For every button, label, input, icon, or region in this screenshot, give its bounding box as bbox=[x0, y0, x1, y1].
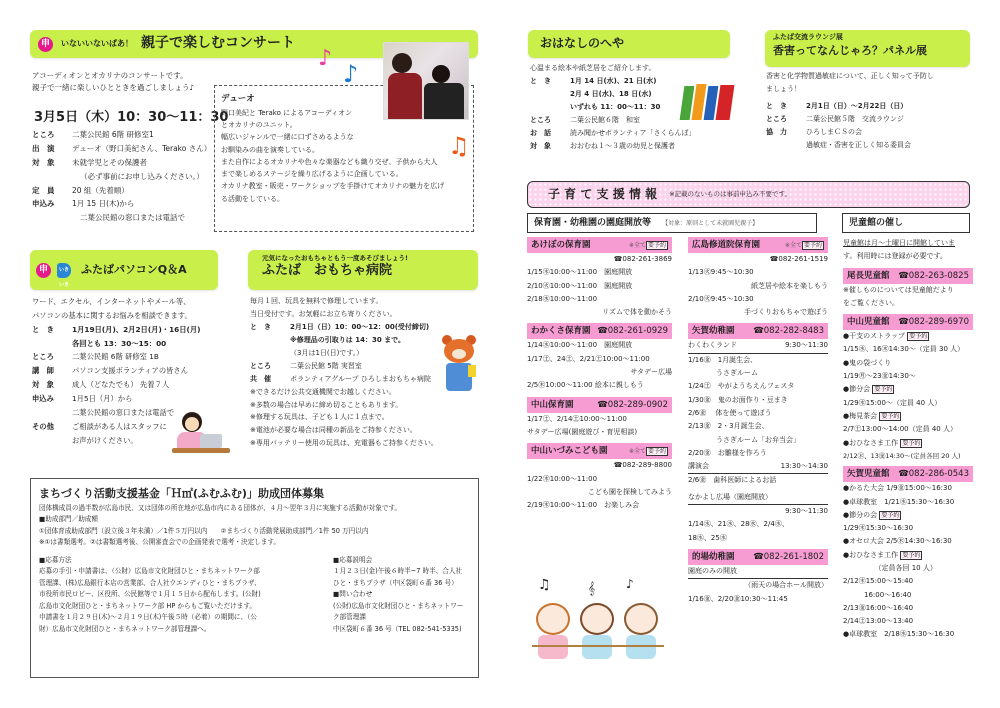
pc-details-2-label: ところ bbox=[32, 352, 54, 362]
pc-details-5-label: 申込み bbox=[32, 394, 54, 404]
toy-intro-0: 毎月１回、玩具を無料で修理しています。 bbox=[250, 297, 383, 305]
kosodate-yoyaku: 要予約 bbox=[881, 412, 900, 420]
story-details-2-label bbox=[530, 101, 564, 114]
concert-details-2-label: 対 象 bbox=[32, 157, 55, 167]
toy-details-4-value: ボランティアグループ ひろしまおもちゃ病院 bbox=[290, 374, 431, 383]
kosodate-all_label: ※全て bbox=[628, 448, 646, 456]
kosodate-col1-1-name: わかくさ保育園 bbox=[531, 326, 591, 337]
fund-contact_lines-2: 中区袋町６番 36 号（TEL 082-541-5335) bbox=[333, 624, 462, 633]
pc-details-5-value: 1月5日（月）から bbox=[72, 394, 133, 404]
concert-details-0-label: ところ bbox=[32, 130, 55, 139]
concert-details-4-label: 定 員 bbox=[32, 185, 55, 195]
kosodate-jidokan-centers-1-items-2-text: ●鬼の袋づくり bbox=[843, 358, 892, 367]
toy-notes-3: ※電池が必要な場合は同種の新品をご持参ください。 bbox=[250, 426, 417, 435]
kosodate-col2-0-name: 広島修道院保育園 bbox=[692, 239, 761, 250]
fund-apply_lines-5: 財）広島市文化財団ひと・まちネットワーク部管理課へ。 bbox=[39, 624, 211, 633]
kosodate-col1-3-lines-1: こども園を探検してみよう bbox=[574, 487, 672, 496]
bear-doctor-illustration bbox=[440, 335, 480, 395]
kosodate-col1-1-lines-3: 2/5㊍10:00～11:00 絵本に親しもう bbox=[527, 381, 644, 390]
story-details-1-label bbox=[530, 88, 564, 101]
story-details-4-value: 読み聞かせボランティア「さくらんぼ」 bbox=[570, 128, 696, 137]
story-details-0-value: 1月 14 日(水)、21 日(水) bbox=[570, 76, 657, 85]
fund-apply_lines-3: 広島市文化財団ひと・まちネットワーク部 HP からもご覧いただけます。 bbox=[39, 601, 257, 610]
concert-profile-lines-4: また自作によるオカリナや色々な楽器なども織り交ぜ、子供から大人 bbox=[221, 157, 438, 166]
kosodate-col1-0-lines-3: リズムで体を動かそう bbox=[574, 308, 672, 317]
fund-apply_lines-0: 応募の手引・申請書は、（公財）広島市文化財団ひと・まちネットワーク部 bbox=[39, 567, 260, 576]
nursery-nakayama bbox=[527, 397, 672, 413]
kosodate-jidokan-intro-0: 児童館は月～土曜日に開館していま bbox=[843, 239, 955, 247]
pc-details-0-value: 1月19日(月)、2月2日(月)・16日(月) bbox=[72, 324, 201, 334]
toy-details-2-label bbox=[250, 347, 284, 360]
kosodate-col2-1-lines-3: 1/30㊎ 鬼のお面作り・豆まき bbox=[688, 395, 788, 404]
concert-date: 3月5日（木）10：30～11：30 bbox=[34, 110, 229, 125]
kosodate-jidokan-centers-2-items-5-text: ●おひなさま工作 bbox=[843, 550, 899, 559]
books-illustration bbox=[682, 82, 734, 120]
panel-intro-1: ましょう！ bbox=[766, 85, 801, 94]
jidokan-nakayama bbox=[843, 314, 973, 330]
kosodate-jidokan-centers-2-items-1-text: ●卓球教室 1/21㊌15:30～16:30 bbox=[843, 497, 955, 506]
nursery-nakayama-izumi bbox=[527, 443, 672, 459]
kosodate-col2-2-tel: ☎082-261-1802 bbox=[753, 551, 824, 562]
concert-details-1-value: デューオ（野口美紀さん、Terako さん） bbox=[72, 143, 212, 153]
pc-details-6-value: 二葉公民館の窓口または電話で bbox=[72, 407, 175, 417]
kosodate-col1-1-lines-0: 1/14㊌10:00～11:00 園庭開放 bbox=[527, 341, 633, 350]
toy-title: ふたば おもちゃ病院 bbox=[262, 263, 393, 279]
kosodate-col2-1-name: 矢賀幼稚園 bbox=[692, 326, 735, 337]
story-details-5-value: おおむね１～３歳の幼児と保護者 bbox=[570, 141, 675, 150]
nursery-akebono bbox=[527, 237, 672, 253]
kosodate-col1-0-name: あけぼの保育園 bbox=[531, 239, 591, 250]
panel-details-1-label: ところ bbox=[766, 114, 787, 123]
concert-kicker: いないいないばあ！ bbox=[61, 38, 133, 48]
story-details-2-value: いずれも 11：00～11：30 bbox=[570, 102, 661, 111]
concert-details-0-value: 二葉公民館 6階 研修室1 bbox=[72, 130, 154, 139]
pc-header bbox=[30, 250, 218, 290]
fund-session_lines-1: ひと・まちプラザ（中区袋町６番 36 号） bbox=[333, 578, 458, 587]
kosodate-jidokan-centers-1-items-4-text: ●節分会 bbox=[843, 385, 871, 394]
kosodate-col1-2-name: 中山保育園 bbox=[531, 399, 574, 410]
concert-profile-lines-5: まで楽しめるステージを繰り広げるように企画している。 bbox=[221, 170, 403, 179]
kosodate-yoyaku: 要予約 bbox=[881, 511, 900, 519]
fund-box bbox=[30, 478, 479, 678]
kosodate-jidokan-centers-0-name: 尾長児童館 bbox=[847, 270, 890, 281]
pc-details-7-label: その他 bbox=[32, 421, 54, 431]
nursery-shudoin bbox=[688, 237, 828, 253]
kosodate-col2-2-name: 的場幼稚園 bbox=[692, 551, 735, 562]
kosodate-nursery_target: 【対象：原則として未就園児親子】 bbox=[662, 220, 759, 227]
concert-profile-lines-0: 野口美紀と Terako によるアコーディオン bbox=[221, 108, 353, 117]
pc-details-4-label: 対 象 bbox=[32, 380, 54, 390]
kosodate-jidokan-centers-1-items-8-text: ●おひなさま工作 bbox=[843, 438, 899, 447]
fund-apply_lines-2: 市役所市民ロビー、区役所、公民館等で１月１５日から配布します。(公財) bbox=[39, 590, 261, 599]
toy-notes-0: ※できるだけ公共交通機関でお越しください。 bbox=[250, 387, 396, 396]
apply-badge-icon: 申 bbox=[36, 263, 51, 278]
kosodate-jidokan-head: 児童館の催し bbox=[849, 218, 904, 228]
panel-details-2-value: ひろしまＣＳの会 bbox=[806, 128, 862, 137]
concert-details-3-value: （必ず事前にお申し込みください。） bbox=[80, 171, 204, 181]
kosodate-jidokan-centers-2-items-10-text: 2/14㊏13:00～13:40 bbox=[843, 617, 914, 626]
kosodate-col1-0-lines-2: 2/18㊌10:00～11:00 bbox=[527, 294, 598, 303]
fund-intro: 団体構成員の過半数が広島市民、又は団体の所在地が広島市内にある団体が、４月～翌年３月に実施する活動が対象です。 bbox=[39, 503, 402, 512]
pc-details-4-value: 成人（どなたでも） 先着７人 bbox=[72, 380, 170, 390]
story-details-3-label: ところ bbox=[530, 115, 551, 124]
kosodate-all_label: ※全て bbox=[628, 241, 646, 249]
fund-apply_head: ■応募方法 bbox=[39, 555, 72, 564]
kosodate-col2-1-lines-2: 1/24㊏ やがようちえんフェスタ bbox=[688, 382, 795, 391]
pc-details-1-value: 各回とも 13：30～15：00 bbox=[72, 338, 167, 348]
kosodate-jidokan-centers-0-items-0-text: ※催しものについては児童館だより bbox=[843, 285, 954, 294]
kosodate-note: ※記載のないものは事前申込み不要です。 bbox=[669, 190, 792, 199]
kosodate-jidokan-centers-1-name: 中山児童館 bbox=[847, 317, 890, 328]
kosodate-jidokan-centers-1-items-1-text: 1/15㊌、16㊍14:30～（定員 30 人） bbox=[843, 345, 965, 354]
kosodate-col1-3-lines-2: 2/19㊍10:00～11:00 お楽しみ会 bbox=[527, 501, 640, 510]
kindergarten-yaga bbox=[688, 323, 828, 339]
children-singing-illustration: ♫ 𝄞 ♪ bbox=[528, 575, 668, 675]
panel-body bbox=[766, 70, 986, 153]
kosodate-jidokan-centers-2-items-3-text: 1/29㊍15:30～16:30 bbox=[843, 524, 914, 533]
pc-intro-0: ワード、エクセル、インターネットやメール等、 bbox=[32, 297, 191, 306]
pc-title: ふたばパソコンQ＆A bbox=[81, 263, 187, 277]
toy-notes-1: ※多数の場合は早めに締め切ることもあります。 bbox=[250, 400, 403, 409]
kosodate-col1-0-lines-1: 2/10㊋10:00～11:00 園庭開放 bbox=[527, 281, 633, 290]
pc-details-0-label: と き bbox=[32, 324, 54, 334]
kosodate-col1-2-tel: ☎082-289-0902 bbox=[597, 399, 668, 410]
kosodate-col2-0-lines-0: 1/13㊋9:45～10:30 bbox=[688, 268, 754, 277]
music-note-pink-icon: ♪ bbox=[318, 46, 333, 71]
kosodate-col2-0-tel: ☎082-261-1519 bbox=[769, 255, 828, 263]
pc-details-1-label bbox=[32, 337, 66, 351]
kosodate-col1-1-tel: ☎082-261-0929 bbox=[597, 326, 668, 337]
jidokan-onaga bbox=[843, 268, 973, 284]
panel-details-3-label bbox=[766, 139, 800, 152]
fund-contact_lines-0: (公財)広島市文化財団ひと・まちネットワー bbox=[333, 601, 464, 610]
kosodate-col1-1-lines-1: 1/17㊏、24㊏、2/21㊏10:00～11:00 bbox=[527, 354, 650, 363]
fund-section1_line2: ※①は書類選考。②は書類選考後、公開審査会での企画発表で選考・決定します。 bbox=[39, 538, 281, 547]
concert-details-4-value: 20 組（先着順） bbox=[72, 185, 129, 195]
toy-header bbox=[248, 250, 478, 290]
concert-details-2-value: 未就学児とその保護者 bbox=[72, 157, 147, 167]
pc-details-3-value: パソコン支援ボランティアの皆さん bbox=[72, 366, 189, 376]
fund-session_head: ■応募説明会 bbox=[333, 555, 373, 564]
kosodate-col1-3-name: 中山いづみこども園 bbox=[531, 446, 608, 457]
music-note-orange-icon: ♫ bbox=[448, 132, 470, 160]
pc-details-6-label bbox=[32, 406, 66, 420]
duo-name: デューオ bbox=[221, 94, 255, 104]
kosodate-yoyaku: 要予約 bbox=[803, 241, 822, 249]
music-note-blue-icon: ♪ bbox=[343, 60, 359, 88]
kosodate-jidokan-centers-2-items-4-text: ●オセロ大会 2/5㊍14:30～16:30 bbox=[843, 537, 952, 546]
panel-details-0-value: 2月1日（日）～2月22日（日） bbox=[806, 101, 908, 110]
concert-profile-lines-6: オカリナ教室・販売・ワークショップを手掛けてオカリナの魅力を広げ bbox=[221, 182, 445, 191]
kosodate-col2-0-lines-3: 手づくりおもちゃで遊ぼう bbox=[737, 308, 828, 317]
kosodate-col1-0-lines-0: 1/15㊍10:00～11:00 園庭開放 bbox=[527, 268, 633, 277]
fund-session_lines-0: １月２３日(金)午後６時半~7 時半、合人社 bbox=[333, 567, 463, 576]
toy-details-3-label: ところ bbox=[250, 361, 271, 370]
concert-details bbox=[32, 128, 232, 225]
kosodate-col1-1-lines-2: サタデー広場 bbox=[574, 368, 672, 377]
kosodate-jidokan-intro-1: す。利用時には登録が必要です。 bbox=[843, 252, 947, 261]
kosodate-yoyaku: 要予約 bbox=[902, 439, 921, 447]
pc-details-2-value: 二葉公民館 6階 研修室 1B bbox=[72, 352, 159, 362]
kosodate-jidokan-centers-1-items-0-text: ●干支のストラップ bbox=[843, 332, 905, 341]
kosodate-col2-0-lines-2: 2/10㊋9:45～10:30 bbox=[688, 294, 754, 303]
fund-apply bbox=[39, 555, 319, 636]
kosodate-col2-1-lines-6: うさぎルーム「お弁当会」 bbox=[688, 435, 800, 444]
ikiiki-badge-icon: いきいき bbox=[57, 263, 71, 278]
jidokan-yaga bbox=[843, 466, 973, 482]
story-title: おはなしのへや bbox=[540, 36, 625, 50]
concert-profile-lines-3: お馴染みの曲を演奏している。 bbox=[221, 145, 319, 154]
jidokan-section-header bbox=[842, 213, 970, 233]
kosodate-col1-3-lines-0: 1/22㊍10:00～11:00 bbox=[527, 474, 598, 483]
toy-details-1-label bbox=[250, 334, 284, 347]
kosodate-col2-1-lines-7: 2/20㊎ お雛様を作ろう bbox=[688, 448, 767, 457]
fund-section1_line1: ①団体育成助成部門（設立後３年未満）／1件５万円以内 ②まちづくり活動発展助成部門／1件 50 万円以内 bbox=[39, 526, 369, 535]
concert-title: 親子で楽しむコンサート bbox=[141, 35, 295, 52]
fund-section1_head: ■助成部門／助成額 bbox=[39, 515, 98, 524]
kosodate-col2-2-sub1-left: 園庭のみの開放 bbox=[688, 566, 737, 575]
kosodate-col1-0-tel: ☎082-261-3869 bbox=[613, 255, 672, 263]
toy-intro-1: 当日受付です。お気軽にお立ち寄りください。 bbox=[250, 309, 397, 318]
kosodate-all_label: ※全て bbox=[784, 241, 802, 249]
kosodate-col2-0-lines-1: 紙芝居や絵本を楽しもう bbox=[737, 281, 828, 290]
kosodate-col2-1-lines-1: うさぎルーム bbox=[688, 369, 758, 378]
concert-profile-lines-1: とオカリナのユニット。 bbox=[221, 121, 297, 130]
nursery-column-2 bbox=[688, 237, 828, 606]
kosodate-jidokan-centers-1-tel: ☎082-289-6970 bbox=[898, 317, 969, 328]
laptop-user-illustration bbox=[172, 410, 232, 460]
kosodate-jidokan-centers-0-tel: ☎082-263-0825 bbox=[898, 270, 969, 281]
fund-contact_lines-1: ク部管理課 bbox=[333, 613, 366, 622]
kosodate-title: 子 育 て 支 援 情 報 bbox=[548, 187, 658, 202]
pc-details-7-value: ご相談がある人はスタッフに bbox=[72, 421, 167, 431]
concert-details-6-value: 二葉公民館の窓口または電話で bbox=[80, 213, 185, 223]
toy-notes-4: ※専用バッテリー使用の玩具は、充電器もご持参ください。 bbox=[250, 439, 438, 448]
concert-details-1-label: 出 演 bbox=[32, 143, 55, 153]
toy-details-2-value: （3月は1日(日)です。） bbox=[290, 348, 364, 357]
kosodate-jidokan-centers-1-items-7-text: 2/7㊏13:00～14:00（定員 40 人） bbox=[843, 425, 957, 434]
kosodate-yoyaku: 要予約 bbox=[647, 448, 666, 456]
concert-details-3-label bbox=[32, 170, 66, 184]
kosodate-jidokan-centers-0-items-1-text: をご覧ください。 bbox=[843, 298, 899, 307]
kosodate-jidokan-centers-2-name: 矢賀児童館 bbox=[847, 469, 890, 480]
story-details-5-label: 対 象 bbox=[530, 141, 551, 150]
concert-intro-1: 親子で一緒に楽しいひとときを過ごしましょう♪ bbox=[32, 82, 195, 92]
kosodate-col2-1-lines2-0: 2/6㊎ 歯科医師によるお話 bbox=[688, 476, 777, 485]
kosodate-jidokan-centers-2-items-7-text: 2/12㊍15:00～15:40 bbox=[843, 577, 914, 586]
story-intro: 心温まる絵本や紙芝居をご紹介します。 bbox=[530, 64, 656, 72]
kosodate-col2-1-lines3-1: 1/14㊌、21㊌、28㊌、2/4㊌、 bbox=[688, 520, 789, 529]
kosodate-jidokan-centers-2-items-11-text: ●卓球教室 2/18㊌15:30～16:30 bbox=[843, 630, 955, 639]
kosodate-jidokan-centers-1-items-9-text: 2/12㊍、13㊎14:30～(定員各回 20 人) bbox=[843, 451, 961, 460]
toy-details-0-value: 2月1日（日）10：00～12：00(受付締切) bbox=[290, 322, 430, 331]
kosodate-jidokan-centers-2-items-9-text: 2/13㊎16:00～16:40 bbox=[843, 603, 914, 612]
kosodate-col2-1-lines-5: 2/13㊎ 2・3月誕生会、 bbox=[688, 422, 769, 431]
nursery-section-header bbox=[527, 213, 817, 233]
jidokan-column bbox=[843, 237, 973, 642]
kosodate-header bbox=[527, 181, 970, 208]
kosodate-col1-2-lines-1: サタデー広場(園庭遊び・育児相談) bbox=[527, 427, 638, 436]
concert-profile-lines-7: る活動をしている。 bbox=[221, 194, 284, 203]
kosodate-col2-1-tel: ☎082-282-8483 bbox=[753, 326, 824, 337]
kosodate-jidokan-centers-2-items-6-text: （定員各回 10 人） bbox=[843, 563, 937, 572]
kosodate-yoyaku: 要予約 bbox=[909, 333, 928, 341]
story-header bbox=[528, 30, 730, 58]
kosodate-col1-3-tel: ☎082-289-8800 bbox=[613, 461, 672, 470]
nursery-column-1 bbox=[527, 237, 672, 512]
kosodate-nursery_head: 保育園・幼稚園の園庭開放等 bbox=[534, 218, 652, 228]
panel-details-3-value: 過敏症・香害を正しく知る委員会 bbox=[806, 141, 911, 150]
toy-notes-2: ※修理する玩具は、子ども１人に１点まで。 bbox=[250, 413, 389, 422]
kosodate-jidokan-centers-2-tel: ☎082-286-0543 bbox=[898, 469, 969, 480]
pc-details-8-value: お声がけください。 bbox=[72, 435, 138, 445]
kosodate-col2-1-lines-0: 1/16㊎ 1月誕生会、 bbox=[688, 355, 758, 364]
toy-details-1-value: ※修理品の引取りは 14：30 まで。 bbox=[290, 335, 406, 344]
story-details-1-value: 2月 4 日(水)、18 日(水) bbox=[570, 89, 652, 98]
fund-apply_lines-4: 申請書を１月２９日(木)～２月１９日(木)午後５時（必着）の期間に、（公 bbox=[39, 613, 257, 622]
kindergarten-matoba bbox=[688, 549, 828, 565]
kosodate-jidokan-centers-1-items-5-text: 1/29㊍15:00～（定員 40 人） bbox=[843, 398, 942, 407]
kosodate-yoyaku: 要予約 bbox=[647, 241, 666, 249]
panel-kicker: ふたば交流ラウンジ展 bbox=[773, 33, 843, 41]
kosodate-jidokan-centers-2-items-0-text: ●かるた大会 1/9㊎15:00～16:30 bbox=[843, 484, 952, 493]
panel-header bbox=[765, 30, 970, 67]
kosodate-col2-1-lines3-2: 18㊌、25㊌ bbox=[688, 533, 727, 542]
kosodate-col2-1-sub3-left: なかよし広場（園庭開放） bbox=[688, 492, 772, 501]
story-details-0-label: と き bbox=[530, 76, 551, 85]
duo-photo bbox=[383, 42, 469, 120]
kosodate-col2-1-lines3-0: 9:30～11:30 bbox=[785, 507, 828, 516]
panel-intro-0: 香害と化学物質過敏症について、正しく知って予防し bbox=[766, 72, 934, 80]
panel-details-1-value: 二葉公民館５階 交流ラウンジ bbox=[806, 114, 904, 123]
kosodate-jidokan-centers-2-items-8-text: 16:00～16:40 bbox=[843, 590, 912, 599]
fund-title: まちづくり活動支援基金「Ｈ㎡(ふむふむ)」助成団体募集 bbox=[39, 487, 324, 500]
story-details-3-value: 二葉公民館６階 和室 bbox=[570, 115, 640, 124]
kosodate-col1-2-lines-0: 1/17㊏、2/14㊏10:00～11:00 bbox=[527, 414, 627, 423]
story-details-4-label: お 話 bbox=[530, 128, 551, 137]
panel-title: 香害ってなんじゃろ？パネル展 bbox=[773, 43, 927, 57]
panel-details-2-label: 協 力 bbox=[766, 128, 787, 137]
kosodate-col2-1-sub2-right: 13:30～14:30 bbox=[780, 462, 828, 471]
toy-kicker: 元気になったおもちゃともう一度あそびましょう! bbox=[262, 254, 408, 262]
toy-details-3-value: 二葉公民館 5階 実習室 bbox=[290, 361, 362, 370]
kosodate-col2-1-sub2-left: 講演会 bbox=[688, 462, 709, 471]
kosodate-jidokan-centers-2-items-2-text: ●節分の会 bbox=[843, 510, 878, 519]
fund-session-contact bbox=[333, 555, 463, 636]
kosodate-col2-1-lines-4: 2/6㊎ 体を使って遊ぼう bbox=[688, 408, 772, 417]
panel-details-0-label: と き bbox=[766, 101, 787, 110]
concert-details-5-label: 申込み bbox=[32, 199, 55, 209]
kosodate-yoyaku: 要予約 bbox=[874, 386, 893, 394]
apply-badge-icon: 申 bbox=[38, 37, 53, 52]
kosodate-yoyaku: 要予約 bbox=[902, 551, 921, 559]
kosodate-col2-2-lines-1: 1/16㊎、2/20㊎10:30～11:45 bbox=[688, 594, 788, 603]
pc-details-8-label bbox=[32, 434, 66, 448]
pc-intro-1: パソコンの基本に関するお悩みを相談できます。 bbox=[32, 310, 192, 320]
kosodate-col2-1-sub1-left: わくわくランド bbox=[688, 341, 737, 350]
kosodate-jidokan-centers-1-items-6-text: ●梅見茶会 bbox=[843, 411, 878, 420]
concert-profile-lines-2: 幅広いジャンルで一緒に口ずさめるような bbox=[221, 133, 354, 142]
nursery-wakakusa bbox=[527, 323, 672, 339]
fund-contact_head: ■問い合わせ bbox=[333, 590, 373, 599]
fund-apply_lines-1: 管理課、(株)広島銀行本店の営業部、合人社ウエンディひと・まちプラザ、 bbox=[39, 578, 261, 587]
toy-details-4-label: 共 催 bbox=[250, 374, 271, 383]
concert-details-6-label bbox=[32, 211, 66, 225]
concert-intro bbox=[32, 70, 232, 93]
kosodate-col2-2-lines-0: （雨天の場合ホール開放） bbox=[744, 581, 828, 590]
pc-details-3-label: 講 師 bbox=[32, 366, 54, 376]
concert-intro-0: アコーディオンとオカリナのコンサートです。 bbox=[32, 71, 188, 80]
kosodate-jidokan-centers-1-items-3-text: 1/19㊊～23㊎14:30～ bbox=[843, 372, 916, 381]
concert-details-5-value: 1月 15 日(木)から bbox=[72, 199, 135, 209]
kosodate-col2-1-sub1-right: 9:30～11:30 bbox=[785, 341, 828, 350]
toy-details-0-label: と き bbox=[250, 322, 271, 331]
